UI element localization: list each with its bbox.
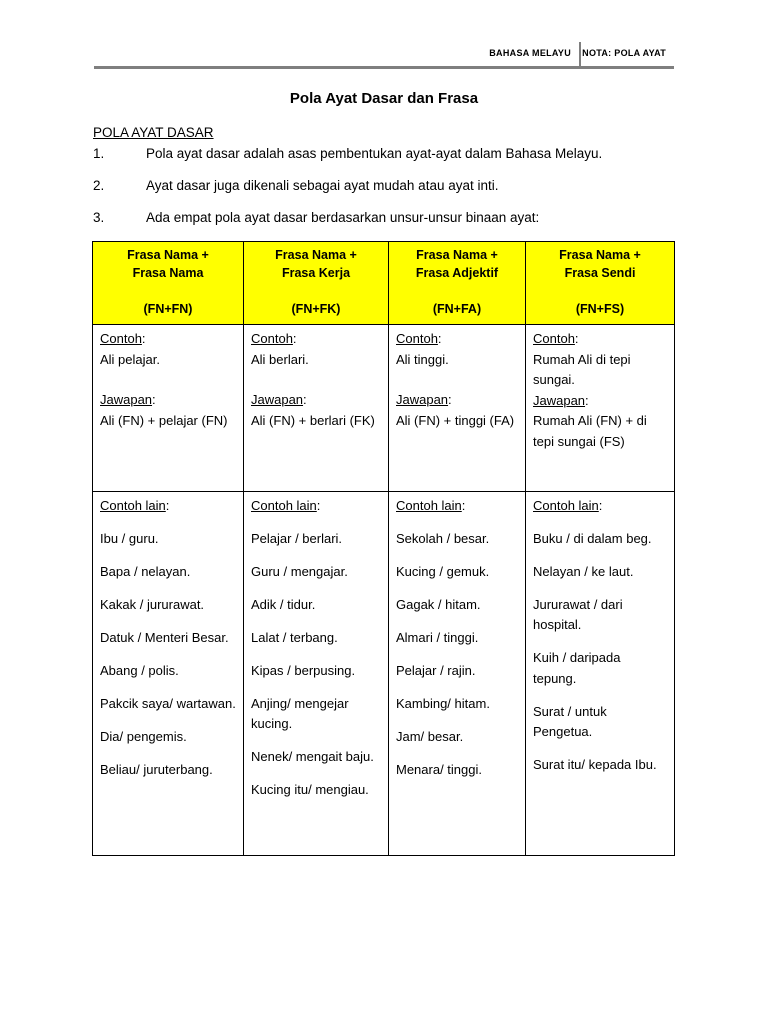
point-2 — [93, 178, 498, 193]
example-item: Lalat / terbang. — [251, 629, 338, 645]
page-title: Pola Ayat Dasar dan Frasa — [289, 90, 479, 107]
example-item: Abang / polis. — [100, 662, 179, 678]
example-item: Kambing/ hitam. — [396, 695, 490, 711]
section-heading: POLA AYAT DASAR — [93, 125, 214, 140]
example-item: Adik / tidur. — [251, 596, 316, 612]
example-item: Nenek/ mengait baju. — [251, 749, 374, 764]
example-item: Kucing itu/ mengiau. — [251, 782, 369, 797]
more-examples-cell-fn-fa: Contoh lain: Sekolah / besar. Kucing / gemuk. Gagak / hitam. Almari / tinggi. Pelajar / rajin. Kambing/ hitam. Jam/ besar. Menara/ tinggi. — [389, 492, 526, 856]
more-examples-cell-fn-fk: Contoh lain: Pelajar / berlari. Guru / mengajar. Adik / tidur. Lalat / terbang. Kipas / berpusing. Anjing/ mengejar kucing. Nenek/ mengait baju. Kucing itu/ mengiau. — [244, 492, 389, 856]
header-subject: BAHASA MELAYU — [489, 48, 571, 58]
example-item: Kipas / berpusing. — [251, 662, 356, 678]
example-item: Jururawat / dari hospital. — [533, 596, 623, 632]
example-item: Pelajar / berlari. — [251, 530, 343, 546]
example-item: Dia/ pengemis. — [100, 728, 187, 744]
more-examples-cell-fn-fn: Contoh lain: Ibu / guru. Bapa / nelayan. Kakak / jururawat. Datuk / Menteri Besar. Abang / polis. Pakcik saya/ wartawan. Dia/ pengemis. Beliau/ juruterbang. — [93, 492, 244, 856]
example-item: Nelayan / ke laut. — [533, 563, 634, 579]
point-number: 1. — [93, 146, 105, 161]
example-item: Beliau/ juruterbang. — [100, 761, 213, 777]
point-text: Pola ayat dasar adalah asas pembentukan ayat-ayat dalam Bahasa Melayu. — [146, 146, 603, 161]
example-item: Buku / di dalam beg. — [533, 530, 652, 546]
example-item: Pakcik saya/ wartawan. — [100, 695, 236, 711]
point-number: 3. — [93, 210, 105, 225]
header-cell-fn-fs: Frasa Nama + Frasa Sendi (FN+FS) — [526, 242, 675, 325]
more-examples-cell-fn-fs: Contoh lain: Buku / di dalam beg. Nelayan / ke laut. Jururawat / dari hospital. Kuih / daripada tepung. Surat / untuk Pengetua. Surat itu/ kepada Ibu. — [526, 492, 675, 856]
example-item: Surat / untuk Pengetua. — [533, 703, 607, 739]
point-number: 2. — [93, 178, 105, 193]
example-item: Guru / mengajar. — [251, 563, 348, 579]
example-item: Surat itu/ kepada Ibu. — [533, 757, 657, 772]
example-item: Jam/ besar. — [396, 728, 464, 744]
example-item: Bapa / nelayan. — [100, 563, 191, 579]
header-cell-fn-fa: Frasa Nama + Frasa Adjektif (FN+FA) — [389, 242, 526, 325]
example-item: Kucing / gemuk. — [396, 563, 490, 579]
example-item: Datuk / Menteri Besar. — [100, 629, 229, 645]
example-cell-fn-fn: Contoh: Ali pelajar. Jawapan: Ali (FN) + pelajar (FN) — [93, 325, 244, 492]
example-cell-fn-fk: Contoh: Ali berlari. Jawapan: Ali (FN) + berlari (FK) — [244, 325, 389, 492]
example-item: Kakak / jururawat. — [100, 596, 205, 612]
example-item: Anjing/ mengejar kucing. — [251, 695, 349, 731]
header-cell-fn-fk: Frasa Nama + Frasa Kerja (FN+FK) — [244, 242, 389, 325]
point-1 — [93, 146, 602, 161]
example-cell-fn-fs: Contoh: Rumah Ali di tepi sungai. Jawapan: Rumah Ali (FN) + di tepi sungai (FS) — [526, 325, 675, 492]
point-text: Ada empat pola ayat dasar berdasarkan unsur-unsur binaan ayat: — [146, 210, 540, 225]
example-item: Pelajar / rajin. — [396, 662, 476, 678]
header-note: NOTA: POLA AYAT — [582, 48, 666, 58]
example-row — [93, 325, 675, 492]
point-3 — [93, 210, 539, 225]
page-header — [94, 40, 674, 69]
example-cell-fn-fa: Contoh: Ali tinggi. Jawapan: Ali (FN) + tinggi (FA) — [389, 325, 526, 492]
point-text: Ayat dasar juga dikenali sebagai ayat mudah atau ayat inti. — [146, 178, 499, 193]
example-item: Almari / tinggi. — [396, 629, 479, 645]
table-header-row — [93, 242, 675, 325]
sentence-pattern-table — [92, 241, 675, 856]
example-item: Sekolah / besar. — [396, 530, 490, 546]
example-item: Gagak / hitam. — [396, 596, 481, 612]
header-divider — [579, 42, 581, 66]
example-item: Menara/ tinggi. — [396, 761, 482, 777]
header-cell-fn-fn: Frasa Nama + Frasa Nama (FN+FN) — [93, 242, 244, 325]
example-item: Ibu / guru. — [100, 530, 159, 546]
example-item: Kuih / daripada tepung. — [533, 650, 621, 686]
more-examples-row — [93, 492, 675, 856]
